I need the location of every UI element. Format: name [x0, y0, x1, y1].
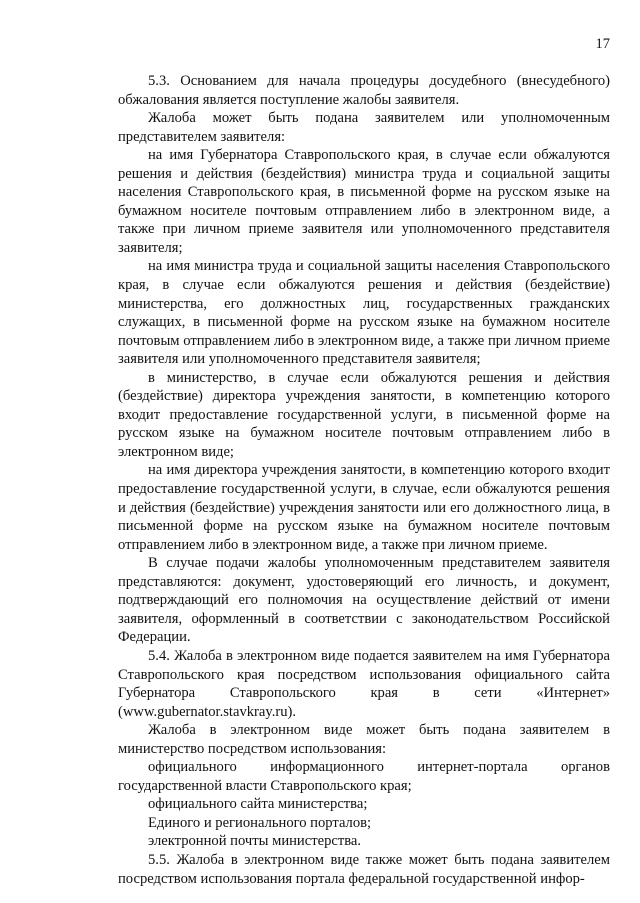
paragraph-email: электронной почты министерства.	[148, 833, 362, 850]
paragraph-5-3: 5.3. Основанием для начала процедуры досудебного (внесудебного) обжалования является поступление жалобы заявителя.	[118, 73, 610, 108]
document-body	[118, 72, 610, 888]
paragraph-complaint-filing: Жалоба может быть подана заявителем или уполномоченным представителем заявителя:	[118, 110, 610, 145]
paragraph-representative: В случае подачи жалобы уполномоченным представителем заявителя представляются: документ, удостоверяющий его личность, и документ, подтверждающий его полномочия на осуществление действий от имени заявителя, оформленный в соответствии с законодательством Российской Федерации.	[118, 555, 610, 646]
paragraph-portal: официального информационного интернет-портала органов государственной власти Ставропольского края;	[118, 759, 610, 794]
paragraph-unified-portals: Единого и регионального порталов;	[148, 814, 372, 831]
paragraph-ministry: в министерство, в случае если обжалуются решения и действия (бездействие) директора учреждения занятости, в компетенцию которого входит предоставление государственной услуги, в письменной форме на русском языке на бумажном носителе почтовым отправлением либо в электронном виде;	[118, 369, 610, 460]
paragraph-governor: на имя Губернатора Ставропольского края, в случае если обжалуются решения и действия (бездействия) министра труда и социальной защиты населения Ставропольского края, в письменной форме на русском языке на бумажном носителе почтовым отправлением либо в электронном виде, а также при личном приеме заявителя или уполномоченного представителя заявителя;	[118, 147, 610, 256]
page-number: 17	[595, 36, 610, 52]
paragraph-director: на имя директора учреждения занятости, в компетенцию которого входит предоставление государственной услуги, в случае, если обжалуются решения и действия (бездействие) учреждения занятости или его должностного лица, в письменной форме на русском языке на бумажном носителе почтовым отправлением либо в электронном виде, а также при личном приеме.	[118, 462, 610, 553]
paragraph-5-4: 5.4. Жалоба в электронном виде подается заявителем на имя Губернатора Ставропольского края посредством использования официального сайта Губернатора Ставропольского края в сети «Интернет» (www.gubernator.stavkray.ru).	[118, 647, 610, 720]
paragraph-electronic-ministry: Жалоба в электронном виде может быть подана заявителем в министерство посредством использования:	[118, 722, 610, 757]
paragraph-5-5: 5.5. Жалоба в электронном виде также может быть подана заявителем посредством использования портала федеральной государственной инфор-	[118, 851, 610, 887]
paragraph-official-site: официального сайта министерства;	[148, 796, 368, 813]
paragraph-minister: на имя министра труда и социальной защиты населения Ставропольского края, в случае если обжалуются решения и действия (бездействие) министерства, его должностных лиц, государственных гражданских служащих, в письменной форме на русском языке на бумажном носителе почтовым отправлением либо в электронном виде, а также при личном приеме заявителя или уполномоченного представителя заявителя;	[118, 258, 610, 368]
